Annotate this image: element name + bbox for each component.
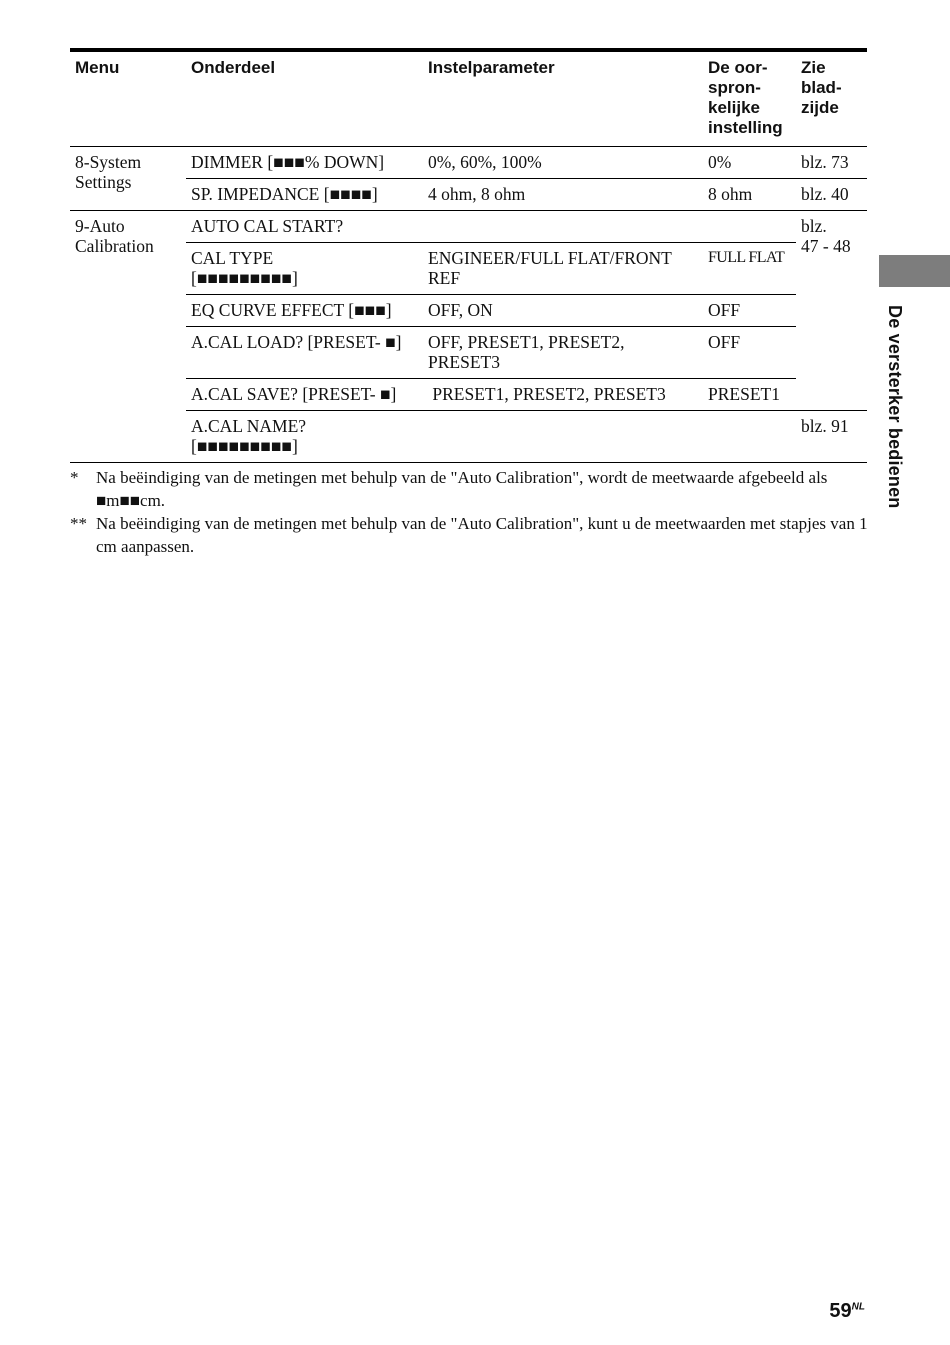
- page-cell: blz. 73: [796, 147, 867, 179]
- footnotes: [70, 466, 870, 558]
- side-section-label: De versterker bedienen: [885, 305, 905, 509]
- param-line: PRESET1, PRESET2, PRESET3: [428, 384, 666, 404]
- footnote-text: Na beëindiging van de metingen met behulp van de "Auto Calibration", wordt de meetwaarde afgebeeld als ■m■■cm.: [96, 468, 828, 510]
- header-default-line: instelling: [708, 118, 783, 137]
- param-cell: 0%, 60%, 100%: [423, 147, 703, 179]
- item-cell: [186, 243, 423, 295]
- item-cell: SP. IMPEDANCE [■■■■]: [186, 179, 423, 211]
- param-cell: [423, 243, 703, 295]
- param-line: REF: [428, 268, 461, 288]
- item-line: A.CAL NAME?: [191, 416, 307, 436]
- param-line: PRESET3: [428, 352, 500, 372]
- item-line: EQ CURVE EFFECT [■■■]: [191, 300, 392, 320]
- default-cell: [703, 211, 796, 243]
- page-number-value: 59: [829, 1300, 852, 1322]
- footnote: [70, 466, 870, 512]
- item-line: A.CAL LOAD? [PRESET- ■]: [191, 332, 402, 352]
- page-line: blz.: [801, 216, 827, 236]
- default-cell: OFF: [703, 327, 796, 379]
- menu-cell-system-settings: [70, 147, 186, 211]
- settings-table-container: [70, 48, 867, 463]
- param-line: OFF, ON: [428, 300, 493, 320]
- menu-line: Calibration: [75, 236, 154, 256]
- item-line: CAL TYPE: [191, 248, 274, 268]
- item-line: [■■■■■■■■■]: [191, 436, 298, 456]
- item-cell: [186, 295, 423, 327]
- header-default-line: spron-: [708, 78, 761, 97]
- table-header-row: [70, 50, 867, 147]
- item-line: AUTO CAL START?: [191, 216, 344, 236]
- page-cell: blz. 91: [796, 411, 867, 463]
- header-default: [703, 50, 796, 147]
- footnote-mark: **: [70, 514, 87, 533]
- footnote: [70, 512, 870, 558]
- page-number: [829, 1300, 865, 1323]
- default-cell: PRESET1: [703, 379, 796, 411]
- header-item: Onderdeel: [186, 50, 423, 147]
- header-page: [796, 50, 867, 147]
- footnote-mark: *: [70, 468, 79, 487]
- default-cell: [703, 411, 796, 463]
- param-cell: [423, 211, 703, 243]
- item-cell: [186, 379, 423, 411]
- param-cell: [423, 411, 703, 463]
- header-page-line: zijde: [801, 98, 839, 117]
- param-cell: 4 ohm, 8 ohm: [423, 179, 703, 211]
- table-row: [70, 411, 867, 463]
- table-row: [70, 211, 867, 243]
- default-cell: FULL FLAT: [703, 243, 796, 295]
- item-cell: [186, 211, 423, 243]
- page-cell: blz. 40: [796, 179, 867, 211]
- header-parameter: Instelparameter: [423, 50, 703, 147]
- settings-table: [70, 48, 867, 463]
- menu-line: 9-Auto: [75, 216, 125, 236]
- header-default-line: De oor-: [708, 58, 768, 77]
- table-row: [70, 179, 867, 211]
- header-page-line: Zie: [801, 58, 826, 77]
- param-cell: [423, 295, 703, 327]
- side-tab-marker: [879, 255, 950, 287]
- default-cell: 0%: [703, 147, 796, 179]
- table-row: [70, 147, 867, 179]
- header-menu: Menu: [70, 50, 186, 147]
- header-page-line: blad-: [801, 78, 842, 97]
- item-cell: [186, 327, 423, 379]
- page-line: 47 - 48: [801, 236, 851, 256]
- menu-cell-auto-calibration: [70, 211, 186, 463]
- menu-line: Settings: [75, 172, 132, 192]
- page-number-suffix: NL: [851, 1301, 865, 1313]
- item-line: [■■■■■■■■■]: [191, 268, 298, 288]
- default-cell: OFF: [703, 295, 796, 327]
- table-row: [70, 243, 867, 295]
- default-cell: 8 ohm: [703, 179, 796, 211]
- item-cell: [186, 411, 423, 463]
- item-line: A.CAL SAVE? [PRESET- ■]: [191, 384, 397, 404]
- table-row: [70, 295, 867, 327]
- param-line: OFF, PRESET1, PRESET2,: [428, 332, 625, 352]
- table-row: [70, 327, 867, 379]
- page-cell-span: [796, 211, 867, 411]
- param-line: ENGINEER/FULL FLAT/FRONT: [428, 248, 672, 268]
- item-cell: DIMMER [■■■% DOWN]: [186, 147, 423, 179]
- table-row: [70, 379, 867, 411]
- footnote-text: Na beëindiging van de metingen met behulp van de "Auto Calibration", kunt u de meetwaarden met stapjes van 1 cm aanpassen.: [96, 514, 868, 556]
- menu-line: 8-System: [75, 152, 142, 172]
- param-cell: [423, 327, 703, 379]
- header-default-line: kelijke: [708, 98, 760, 117]
- param-cell: [423, 379, 703, 411]
